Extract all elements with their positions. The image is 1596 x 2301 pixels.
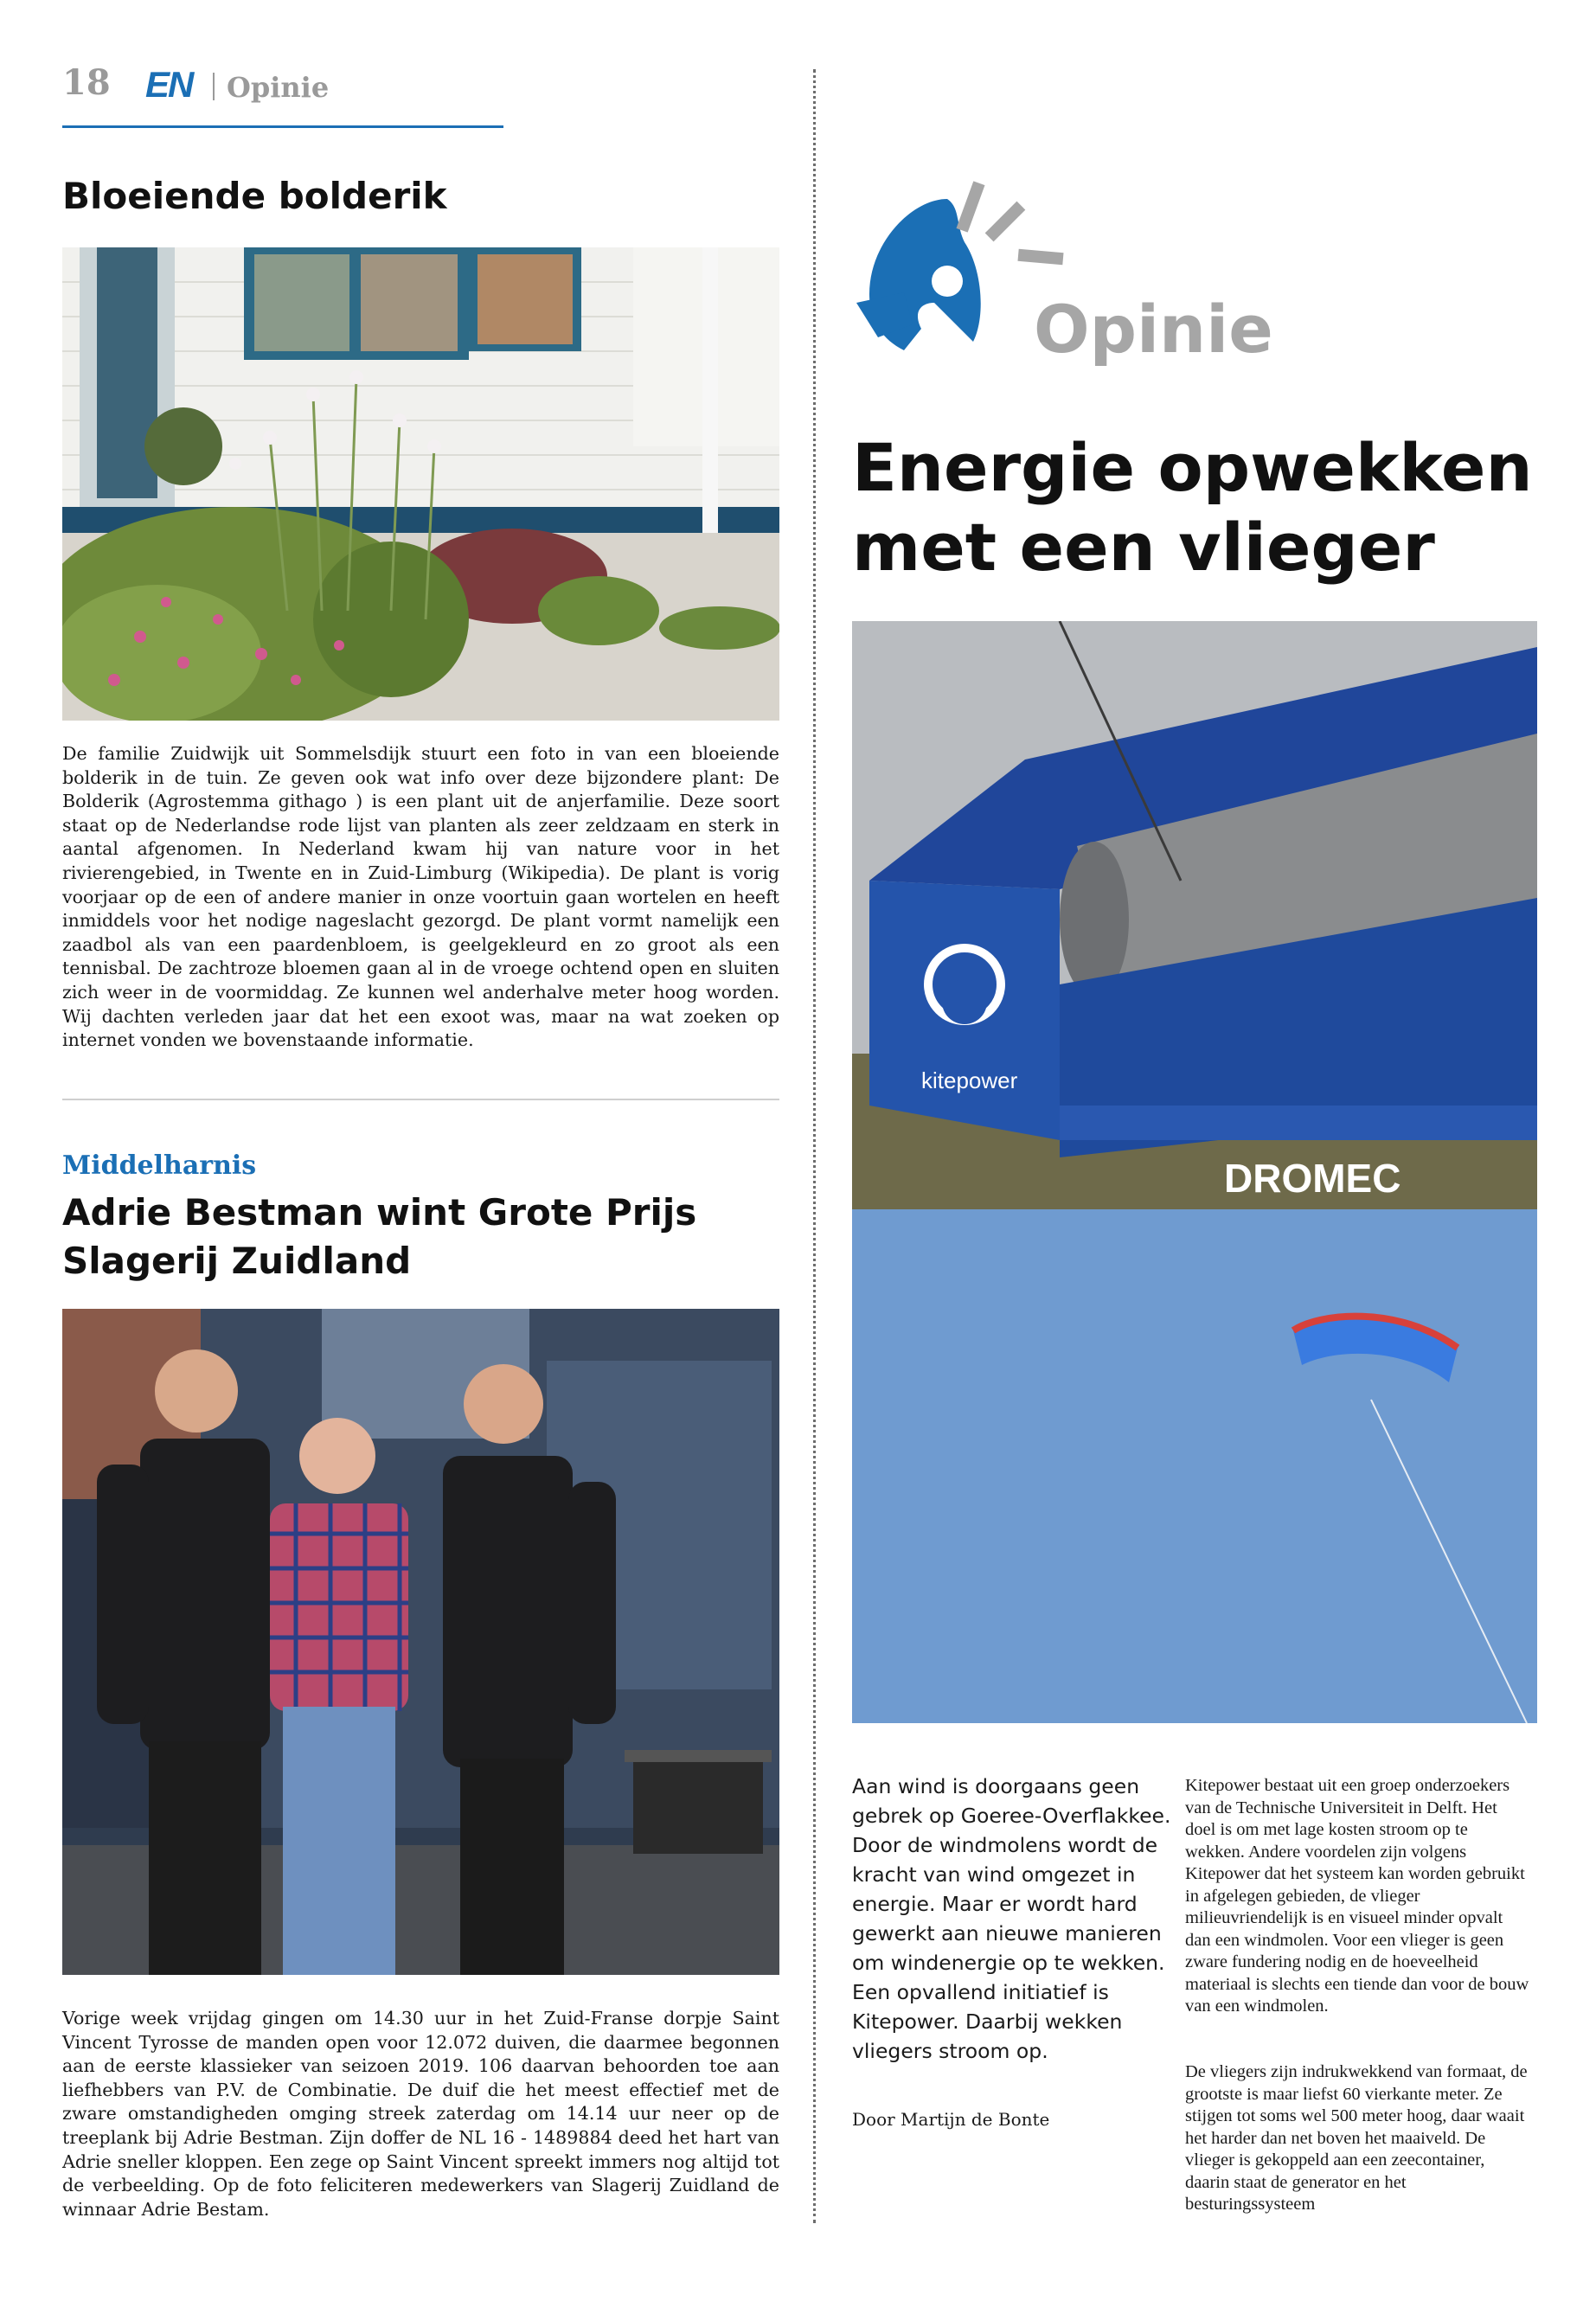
opinie-logo-word: Opinie	[1034, 291, 1273, 368]
section-divider	[62, 1099, 779, 1100]
article-title-bolderik: Bloeiende bolderik	[62, 175, 447, 217]
column-divider	[813, 69, 816, 2223]
article-body-energie-1: Kitepower bestaat uit een groep onderzoekers van de Technische Universiteit in Delft. Het doel is om met lage kosten stroom op te wekken. Andere voordelen zijn volgens Kitepower dat het systeem kan worden gebruikt in afgelegen gebieden, de vlieger milieuvriendelijk is en visueel minder opvalt dan een windmolen. Voor een vlieger is geen zware fundering nodig en de hoeveelheid materiaal is slechts een tiende dan voor de bouw van een windmolen.	[1185, 1776, 1529, 2016]
header-rule	[62, 125, 503, 128]
kitepower-drum-photo	[852, 621, 1537, 1209]
header-separator	[213, 73, 215, 100]
article-body-bolderik: De familie Zuidwijk uit Sommelsdijk stuurt een foto in van een bloeiende bolderik in de tuin. Ze geven ook wat info over deze bijzondere plant: De Bolderik (Agrostemma githago ) is een plant uit de anjerfamilie. Deze soort staat op de Nederlandse rode lijst van planten als zeer zeldzaam en sterk in aantal afgenomen. In Nederland kwam hij van nature voor in het rivierengebied, in Twente en in Zuid-Limburg (Wikipedia). De plant is vorig voorjaar op de een of andere manier in onze voortuin gaan wortelen en heeft inmiddels voor het nodige nageslacht gezorgd. De plant vormt namelijk een zaadbol als van een paardenbloem, is geelgekleurd en zo groot als een tennisbal. De zachtroze bloemen gaan al in de vroege ochtend open en sluiten zich weer in de voormiddag. Ze kunnen wel anderhalve meter hoog worden. Wij dachten verleden jaar dat het een exoot was, maar na wat zoeken op internet vonden we bovenstaande informatie.	[62, 743, 779, 1051]
article-title-adrie: Adrie Bestman wint Grote Prijs Slagerij Zuidland	[62, 1191, 697, 1282]
byline: Door Martijn de Bonte	[852, 2109, 1050, 2130]
garden-photo	[62, 247, 779, 721]
kite-sky-photo	[852, 1209, 1537, 1723]
publication-logo: EN	[145, 64, 193, 105]
article-kicker: Middelharnis	[62, 1150, 257, 1181]
dromec-label: DROMEC	[1224, 1156, 1401, 1201]
winners-photo	[62, 1309, 779, 1975]
article-body-energie-2: De vliegers zijn indrukwekkend van formaat, de grootste is maar liefst 60 vierkante meter. Ze stijgen tot soms wel 500 meter hoog, daar waait het harder dan net boven het maaiveld. De vlieger is gekoppeld aan een zeecontainer, daarin staat de generator en het besturingssysteem	[1185, 2062, 1528, 2214]
article-body-adrie: Vorige week vrijdag gingen om 14.30 uur in het Zuid-Franse dorpje Saint Vincent Tyrosse de manden open voor 12.072 duiven, die daarmee begonnen aan de eerste klassieker van seizoen 2019. 106 daarvan behoorden toe aan liefhebbers van P.V. de Combinatie. De duif die het meest effectief met de zware omstandigheden omging streek zaterdag om 14.14 uur neer op de treeplank bij Adrie Bestman. Zijn doffer de NL 16 - 1489884 deed het hart van Adrie sneller kloppen. Een zege op Saint Vincent spreekt immers nog altijd tot de verbeelding. Op de foto feliciteren medewerkers van Slagerij Zuidland de winnaar Adrie Bestam.	[62, 2008, 779, 2220]
article-title-energie: Energie opwekken met een vlieger	[852, 429, 1533, 586]
kitepower-brand-label: kitepower	[921, 1067, 1018, 1093]
section-title: Opinie	[227, 71, 330, 104]
page-number: 18	[62, 62, 111, 103]
article-intro-energie: Aan wind is doorgaans geen gebrek op Goeree-Overflakkee. Door de windmolens wordt de kracht van wind omgezet in energie. Maar er wordt hard gewerkt aan nieuwe manieren om windenergie op te wekken. Een opvallend initiatief is Kitepower. Daarbij wekken vliegers stroom op.	[852, 1774, 1171, 2063]
